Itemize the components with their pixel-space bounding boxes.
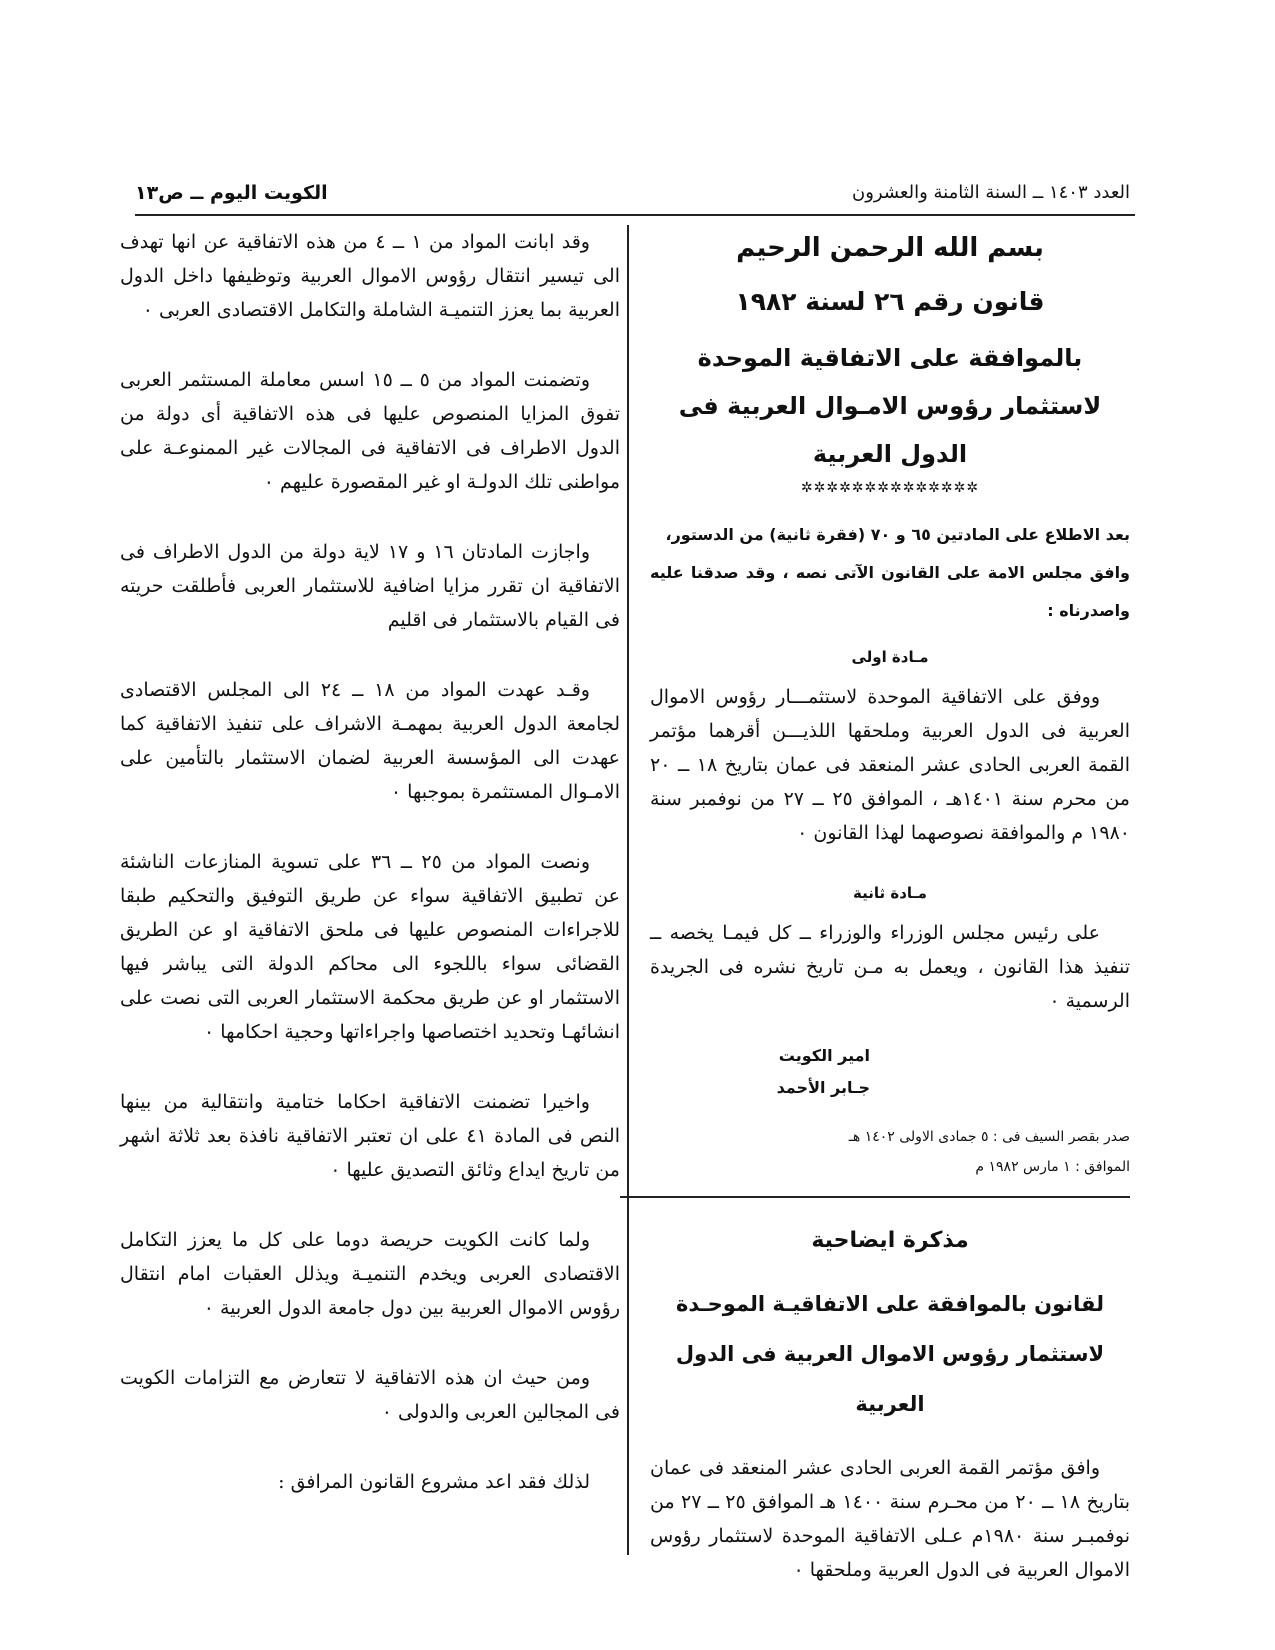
article-heading: مـادة اولى — [851, 648, 929, 666]
preamble-line: بعد الاطلاع على المادتين ٦٥ و ٧٠ (فقرة ثانية) من الدستور، — [665, 525, 1130, 544]
issuance-gregorian-date: الموافق : ١ مارس ١٩٨٢ م — [975, 1159, 1130, 1175]
memo-title: مذكرة ايضاحية — [811, 1228, 969, 1253]
section-divider — [620, 1196, 1130, 1198]
page-header — [135, 178, 1130, 212]
memo-paragraph: ونصت المواد من ٢٥ ــ ٣٦ على تسوية المنازعات الناشئة عن تطبيق الاتفاقية سواء عن طريق التوفيق والتحكيم طبقا للاجراءات المنصوص عليها فى ملحق الاتفاقية او عن الطريق القضائى سواء باللجوء الى محاكم الدولة التى يباشر فيها الاستثمار او عن طريق محكمة الاستثمار العربى التى نصت على انشائهـا وتحديد اختصاصها واجراءاتها وحجية احكامها ٠ — [120, 851, 620, 1043]
signature-block — [650, 1040, 870, 1104]
issuance-place-date: صدر بقصر السيف فى : ٥ جمادى الاولى ١٤٠٢ هـ — [848, 1129, 1130, 1145]
law-title: قانون رقم ٢٦ لسنة ١٩٨٢ — [735, 287, 1045, 316]
header-divider — [135, 214, 1135, 216]
memo-intro: وافق مؤتمر القمة العربى الحادى عشر المنعقد فى عمان بتاريخ ١٨ ــ ٢٠ من محـرم سنة ١٤٠٠ هـ الموافق ٢٥ ــ ٢٧ من نوفمبـر سنة ١٩٨٠م عـلى الاتفاقية الموحدة لاستثمار رؤوس الاموال العربية فى الدول العربية وملحقها ٠ — [650, 1457, 1130, 1581]
signatory-name: جـابر الأحمد — [776, 1078, 870, 1097]
article-text: على رئيس مجلس الوزراء والوزراء ــ كل فيمـا يخصه ــ تنفيذ هذا القانون ، ويعمل به مـن تاريخ نشره فى الجريدة الرسمية ٠ — [650, 922, 1130, 1012]
column-divider — [627, 225, 629, 1555]
publication-page: الكويت اليوم ــ ص١٣ — [135, 182, 328, 204]
memo-column — [120, 225, 620, 1499]
issuance-block — [650, 1122, 1130, 1182]
issue-info: العدد ١٤٠٣ ــ السنة الثامنة والعشرون — [852, 182, 1130, 203]
preamble-line: وافق مجلس الامة على القانون الآتى نصه ، وقد صدقنا عليه واصدرناه : — [650, 563, 1130, 620]
signatory-title: امير الكويت — [778, 1046, 870, 1065]
memo-paragraph: وقد ابانت المواد من ١ ــ ٤ من هذه الاتفاقية عن انها تهدف الى تيسير انتقال رؤوس الاموال العربية وتوظيفها داخل الدول العربية بما يعزز التنميـة الشاملة والتكامل الاقتصادى العربى ٠ — [120, 231, 620, 321]
memo-paragraph: واجازت المادتان ١٦ و ١٧ لاية دولة من الدول الاطراف فى الاتفاقية ان تقرر مزايا اضافية للاستثمار العربى فأطلقت حريته فى القيام بالاستثمار فى اقليم — [120, 541, 620, 631]
memo-subject: لقانون بالموافقة على الاتفاقيـة الموحـدة لاستثمار رؤوس الاموال العربية فى الدول العربية — [675, 1292, 1105, 1416]
preamble — [650, 516, 1130, 630]
memo-paragraph: وتضمنت المواد من ٥ ــ ١٥ اسس معاملة المستثمر العربى تفوق المزايا المنصوص عليها فى هذه الاتفاقية أى دولة من الدول الاطراف فى الاتفاقية فى المجالات غير الممنوعـة على مواطنى تلك الدولـة او غير المقصورة عليهم ٠ — [120, 369, 620, 493]
memo-paragraph: ومن حيث ان هذه الاتفاقية لا تتعارض مع التزامات الكويت فى المجالين العربى والدولى ٠ — [120, 1367, 620, 1423]
law-subject: بالموافقة على الاتفاقية الموحدة لاستثمار رؤوس الامـوال العربية فى الدول العربية — [678, 344, 1102, 468]
article-heading: مـادة ثانية — [853, 884, 927, 902]
memo-paragraph: لذلك فقد اعد مشروع القانون المرافق : — [278, 1471, 590, 1493]
law-column — [650, 225, 1130, 1587]
memo-paragraph: وقـد عهدت المواد من ١٨ ــ ٢٤ الى المجلس الاقتصادى لجامعة الدول العربية بمهمـة الاشراف على تنفيذ الاتفاقية كما عهدت الى المؤسسة العربية لضمان الاستثمار بالتأمين على الامـوال المستثمرة بموجبها ٠ — [120, 679, 620, 803]
ornament-divider: ✲✲✲✲✲✲✲✲✲✲✲✲✲✲ — [800, 480, 980, 496]
memo-paragraph: واخيرا تضمنت الاتفاقية احكاما ختامية وانتقالية من بينها النص فى المادة ٤١ على ان تعتبر الاتفاقية نافذة بعد ثلاثة اشهر من تاريخ ايداع وثائق التصديق عليها ٠ — [120, 1091, 620, 1181]
bismillah: بسم الله الرحمن الرحيم — [736, 233, 1044, 263]
memo-paragraph: ولما كانت الكويت حريصة دوما على كل ما يعزز التكامل الاقتصادى العربى ويخدم التنميـة ويذلل العقبات امام انتقال رؤوس الاموال العربية بين دول جامعة الدول العربية ٠ — [120, 1229, 620, 1319]
article-text: ووفق على الاتفاقية الموحدة لاستثمـــار رؤوس الاموال العربية فى الدول العربية وملحقها اللذيـــن أقرهما مؤتمر القمة العربى الحادى عشر المنعقد فى عمان بتاريخ ١٨ ــ ٢٠ من محرم سنة ١٤٠١هـ ، الموافق ٢٥ ــ ٢٧ من نوفمبر سنة ١٩٨٠ م والموافقة نصوصهما لهذا القانون ٠ — [650, 686, 1130, 844]
